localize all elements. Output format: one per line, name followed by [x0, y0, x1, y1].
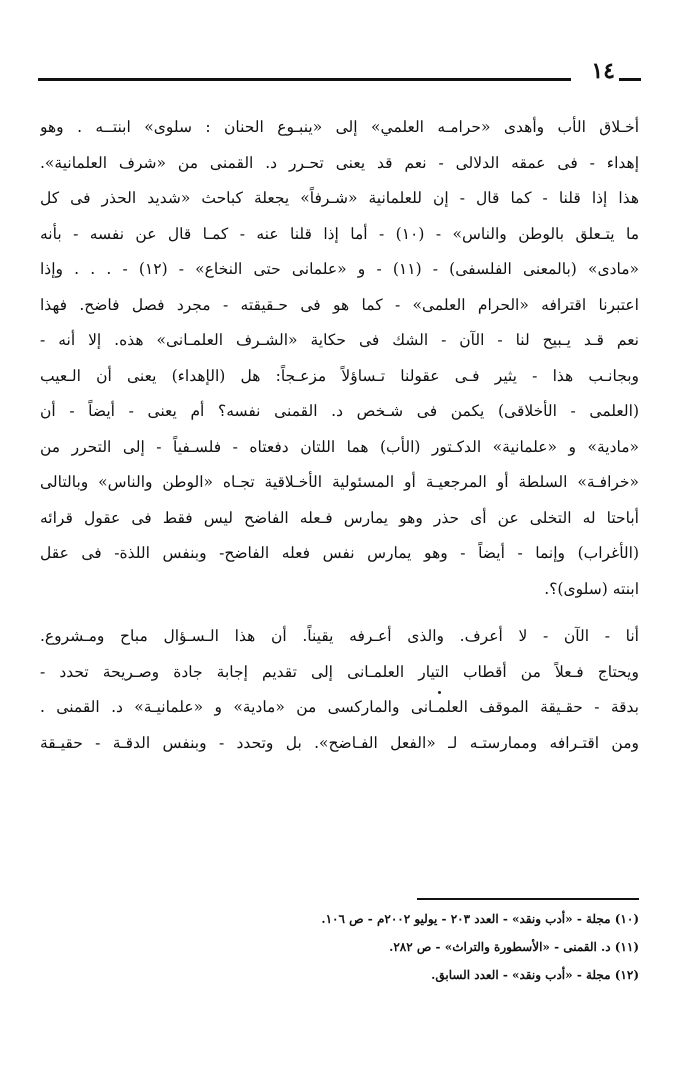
- body-text: [40, 110, 639, 761]
- header-rule-short: [619, 78, 641, 81]
- header-rule: [38, 78, 571, 81]
- text-line: بدقة - حقـيقة الموقف العلمـانى والماركسى من «مادية» و «علمانيـة» د. القمنى .: [40, 698, 639, 716]
- text-line: ابنته (سلوى)؟.: [544, 579, 639, 598]
- footnote-11: (١١) د. القمنى - «الأسطورة والتراث» - ص ٢٨٢.: [389, 940, 639, 954]
- footnotes: [40, 905, 639, 989]
- stray-dot: [438, 691, 441, 694]
- text-line: «مادية» و «علمانية» الدكـتور (الأب) هما اللتان دفعتاه - فلسـفياً - إلى التحرر من: [40, 437, 639, 456]
- page-number: ١٤: [591, 58, 615, 84]
- text-line: وبجانـب هذا - يثير فـى عقولنا تـساؤلاً مزعـجاً: هل (الإهداء) يعنى أن الـعيب: [40, 366, 639, 385]
- text-line: أخـلاق الأب وأهدى «حرامـه العلمي» إلى «ينبـوع الحنان : سلوى» ابنتــه . وهو: [40, 118, 639, 136]
- text-line: ما يتـعلق بالوطن والناس» - (١٠) - أما إذا قلنا عنه - كمـا قال عن نفسه - بأنه: [40, 224, 639, 243]
- page-header: [38, 58, 641, 92]
- text-line: اعتبرنا اقترافه «الحرام العلمى» - كما هو فى حـقيقته - مجرد فصل فاضح. فهذا: [40, 295, 639, 314]
- text-line: (الأغراب) وإنما - أيضاً - وهو يمارس نفس فعله الفاضح- وبنفس اللذة- فى عقل: [40, 544, 639, 562]
- text-line: «مادى» (بالمعنى الفلسفى) - (١١) - و «علمانى حتى النخاع» - (١٢) - . . . وإذا: [40, 260, 639, 278]
- text-line: أباحتا له التخلى عن أى حذر وهو يمارس فـعله الفاضح ليس فقط فى عقول قرائه: [40, 508, 639, 527]
- footnote-separator: [417, 898, 639, 900]
- text-line: نعم قـد يـبيح لنا - الآن - الشك فى حكاية «الشـرف العلمـانى» هذه. إلا أنه -: [40, 331, 639, 349]
- text-line: أنا - الآن - لا أعرف. والذى أعـرفه يقيناً. أن هذا الـسـؤال مباح ومـشروع.: [40, 627, 639, 645]
- paragraph-1: [40, 110, 639, 607]
- text-line: ويحتاج فـعلاً من أقطاب التيار العلمـانى إلى تقديم إجابة جادة وصـريحة تحدد -: [40, 662, 639, 681]
- paragraph-2: [40, 619, 639, 761]
- text-line: «خرافـة» السلطة أو المرجعيـة أو المسئولية الأخـلاقية تجـاه «الوطن والناس» وبالتالى: [40, 473, 639, 491]
- text-line: ومن اقتـرافه وممارستـه لـ «الفعل الفـاضح». بل وتحدد - وبنفس الدقـة - حقيـقة: [40, 733, 639, 752]
- text-line: هذا إذا قلنا - كما قال - إن للعلمانية «شـرفاً» يجعلة كباحث «شديد الحذر فى كل: [40, 189, 639, 207]
- text-line: (العلمى - الأخلاقى) يكمن فى شـخص د. القمنى نفسه؟ أم يعنى - أيضاً - أن: [40, 402, 639, 420]
- paragraph-gap: [40, 607, 639, 619]
- footnote-12: (١٢) مجلة - «أدب ونقد» - العدد السابق.: [431, 968, 639, 982]
- text-line: إهداء - فى عمقه الدلالى - نعم قد يعنى تحـرر د. القمنى من «شرف العلمانية».: [40, 153, 639, 172]
- footnote-10: (١٠) مجلة - «أدب ونقد» - العدد ٢٠٣ - يوليو ٢٠٠٢م - ص ١٠٦.: [321, 912, 639, 926]
